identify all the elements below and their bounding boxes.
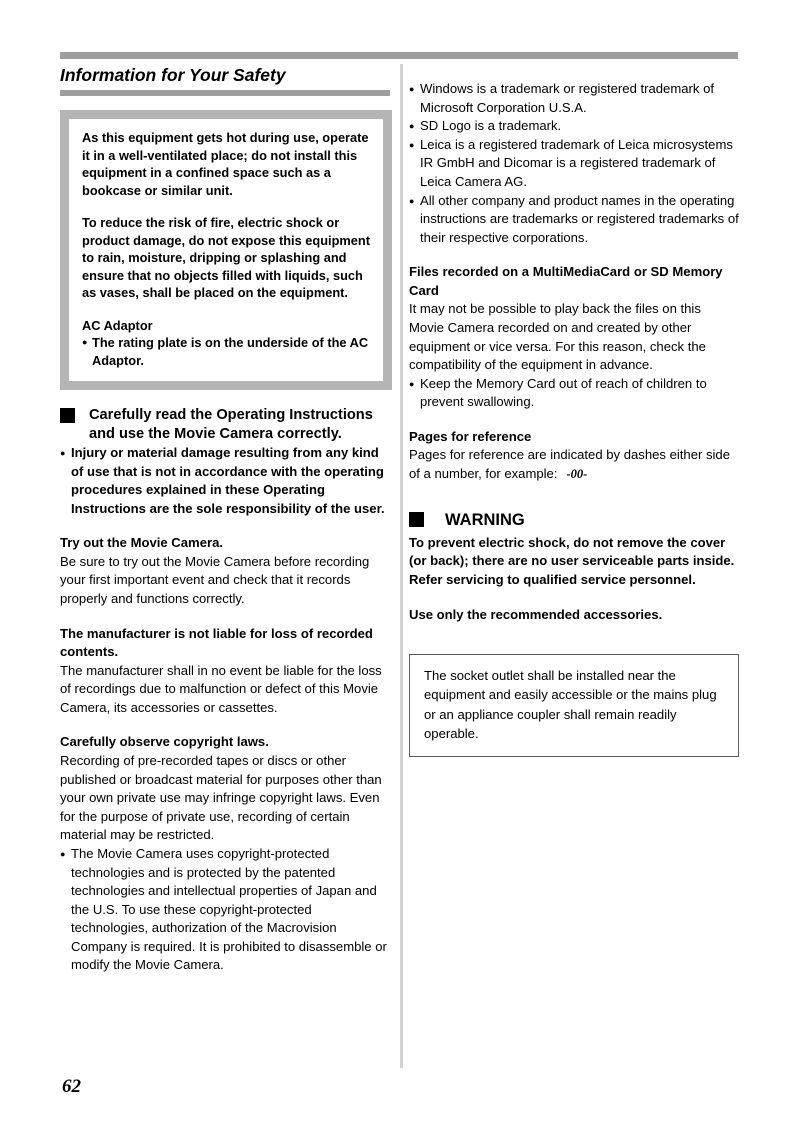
list-item: ● Windows is a trademark or registered trademark of Microsoft Corporation U.S.A.	[409, 80, 739, 117]
files-recorded-bullet-list	[409, 375, 739, 412]
safety-paragraph-1: As this equipment gets hot during use, operate it in a well-ventilated place; do not install this equipment in a confined space such as a bookcase or similar unit.	[82, 130, 369, 198]
copyright-bullet-list	[60, 845, 392, 975]
pages-for-reference-example: -00-	[566, 467, 588, 481]
pages-for-reference-block	[409, 428, 739, 484]
files-recorded-body: It may not be possible to play back the files on this Movie Camera recorded on and created by other equipment or vice versa. For this reason, check the compatibility of the equipment in advance.	[409, 301, 706, 373]
pages-for-reference-body-row	[409, 446, 739, 483]
careful-read-heading: Carefully read the Operating Instructions and use the Movie Camera correctly.	[89, 407, 373, 442]
safety-paragraph-2: To reduce the risk of fire, electric shock or product damage, do not expose this equipment to rain, moisture, dripping or splashing and ensure that no objects filled with liquids, such as vases, shall be placed on the equipment.	[82, 215, 370, 300]
warning-block	[409, 510, 739, 625]
warning-label: WARNING	[445, 510, 525, 529]
warning-line-1: To prevent electric shock, do not remove the cover (or back); there are no user serviceable parts inside.	[409, 534, 735, 569]
memory-card-bullet: ● Keep the Memory Card out of reach of children to prevent swallowing.	[409, 375, 739, 412]
list-item: ● SD Logo is a trademark.	[409, 117, 739, 136]
warning-line-3: Use only the recommended accessories.	[409, 607, 663, 623]
title-underline-rule	[60, 90, 390, 96]
copyright-heading: Carefully observe copyright laws.	[60, 734, 269, 750]
right-column	[409, 80, 739, 757]
try-out-body: Be sure to try out the Movie Camera before recording your first important event and check that it records properly and functions correctly.	[60, 553, 370, 607]
list-item: ● All other company and product names in the operating instructions are trademarks or registered trademarks of their respective corporations.	[409, 192, 739, 248]
manufacturer-body: The manufacturer shall in no event be liable for the loss of recordings due to malfunction or defect of this Movie Camera, its accessories or cassettes.	[60, 662, 382, 715]
try-out-heading: Try out the Movie Camera.	[60, 535, 223, 551]
safety-warning-box	[60, 110, 392, 390]
careful-read-bullet-list	[60, 444, 392, 518]
page-title: Information for Your Safety	[60, 65, 286, 85]
list-item: ● Leica is a registered trademark of Leica microsystems IR GmbH and Dicomar is a registered trademark of Leica Camera AG.	[409, 136, 739, 192]
column-divider	[400, 64, 403, 1068]
try-out-block	[60, 534, 392, 608]
copyright-bullet: ● The Movie Camera uses copyright-protected technologies and is protected by the patented technologies and intellectual properties of Japan and the U.S. To use these copyright-protected technologies, authorization of the Macrovision Company is required. It is prohibited to disassemble or modify the Movie Camera.	[60, 845, 392, 975]
left-column	[60, 64, 392, 975]
copyright-body: Recording of pre-recorded tapes or discs or other published or broadcast material for purposes other than your own private use may infringe copyright laws. Even for the purpose of private use, recording of certain material may be restricted.	[60, 752, 382, 843]
manufacturer-heading: The manufacturer is not liable for loss of recorded contents.	[60, 625, 373, 660]
careful-read-bullet: ● Injury or material damage resulting from any kind of use that is not in accordance with the operating procedures explained in these Operating Instructions are the sole responsibility of the user.	[60, 444, 392, 518]
warning-heading-row	[409, 510, 739, 530]
socket-outlet-notice-text: The socket outlet shall be installed near the equipment and easily accessible or the mains plug or an appliance coupler shall remain readily operable.	[424, 667, 717, 741]
black-square-bullet-icon	[60, 408, 75, 423]
pages-for-reference-heading: Pages for reference	[409, 428, 532, 444]
copyright-block	[60, 733, 392, 975]
files-recorded-block	[409, 263, 739, 412]
trademark-list	[409, 80, 739, 247]
manufacturer-block	[60, 625, 392, 718]
warning-line-2: Refer servicing to qualified service personnel.	[409, 571, 696, 587]
safety-warning-box-inner	[69, 119, 383, 381]
ac-adaptor-heading: AC Adaptor	[82, 317, 153, 333]
black-square-bullet-icon	[409, 512, 424, 527]
careful-read-block	[60, 406, 392, 518]
ac-adaptor-bullet: ● The rating plate is on the underside of the AC Adaptor.	[82, 334, 371, 369]
socket-outlet-notice-box	[409, 654, 739, 757]
page-number: 62	[62, 1076, 81, 1097]
files-recorded-heading: Files recorded on a MultiMediaCard or SD Memory Card	[409, 264, 723, 298]
pages-for-reference-body: Pages for reference are indicated by dashes either side of a number, for example:	[409, 447, 730, 481]
careful-read-heading-row	[60, 406, 392, 444]
top-rule-divider	[60, 52, 738, 59]
